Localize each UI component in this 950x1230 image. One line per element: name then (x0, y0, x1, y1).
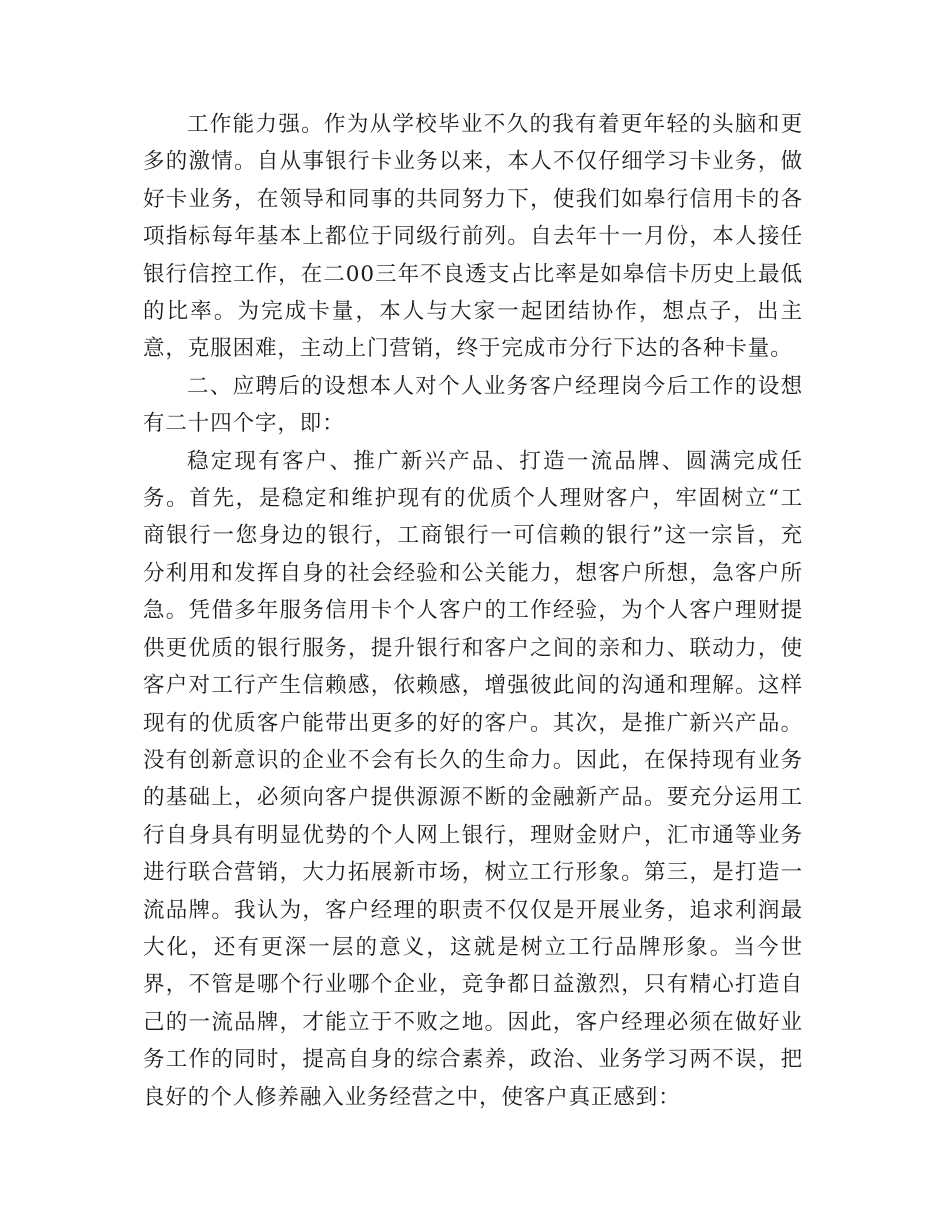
paragraph-strategy: 稳定现有客户、推广新兴产品、打造一流品牌、圆满完成任务。首先，是稳定和维护现有的优质个人理财客户，牢固树立“工商银行一您身边的银行，工商银行一可信赖的银行”这一宗旨，充分利用和发挥自身的社会经验和公关能力，想客户所想，急客户所急。凭借多年服务信用卡个人客户的工作经验，为个人客户理财提供更优质的银行服务，提升银行和客户之间的亲和力、联动力，使客户对工行产生信赖感，依赖感，增强彼此间的沟通和理解。这样现有的优质客户能带出更多的好的客户。其次，是推广新兴产品。没有创新意识的企业不会有长久的生命力。因此，在保持现有业务的基础上，必须向客户提供源源不断的金融新产品。要充分运用工行自身具有明显优势的个人网上银行，理财金财户，汇市通等业务进行联合营销，大力拓展新市场，树立工行形象。第三，是打造一流品牌。我认为，客户经理的职责不仅仅是开展业务，追求利润最大化，还有更深一层的意义，这就是树立工行品牌形象。当今世界，不管是哪个行业哪个企业，竞争都日益激烈，只有精心打造自己的一流品牌，才能立于不败之地。因此，客户经理必须在做好业务工作的同时，提高自身的综合素养，政治、业务学习两不误，把良好的个人修养融入业务经营之中，使客户真正感到： (143, 448, 803, 1110)
paragraph-work-ability: 工作能力强。作为从学校毕业不久的我有着更年轻的头脑和更多的激情。自从事银行卡业务以来，本人不仅仔细学习卡业务，做好卡业务，在领导和同事的共同努力下，使我们如皋行信用卡的各项指标每年基本上都位于同级行前列。自去年十一月份，本人接任银行信控工作，在二00三年不良透支占比率是如皋信卡历史上最低的比率。为完成卡量，本人与大家一起团结协作，想点子，出主意，克服困难，主动上门营销，终于完成市分行下达的各种卡量。 (143, 112, 803, 362)
paragraph-post-hire-plan: 二、应聘后的设想本人对个人业务客户经理岗今后工作的设想有二十四个字，即： (143, 373, 803, 437)
document-body (143, 106, 803, 1116)
